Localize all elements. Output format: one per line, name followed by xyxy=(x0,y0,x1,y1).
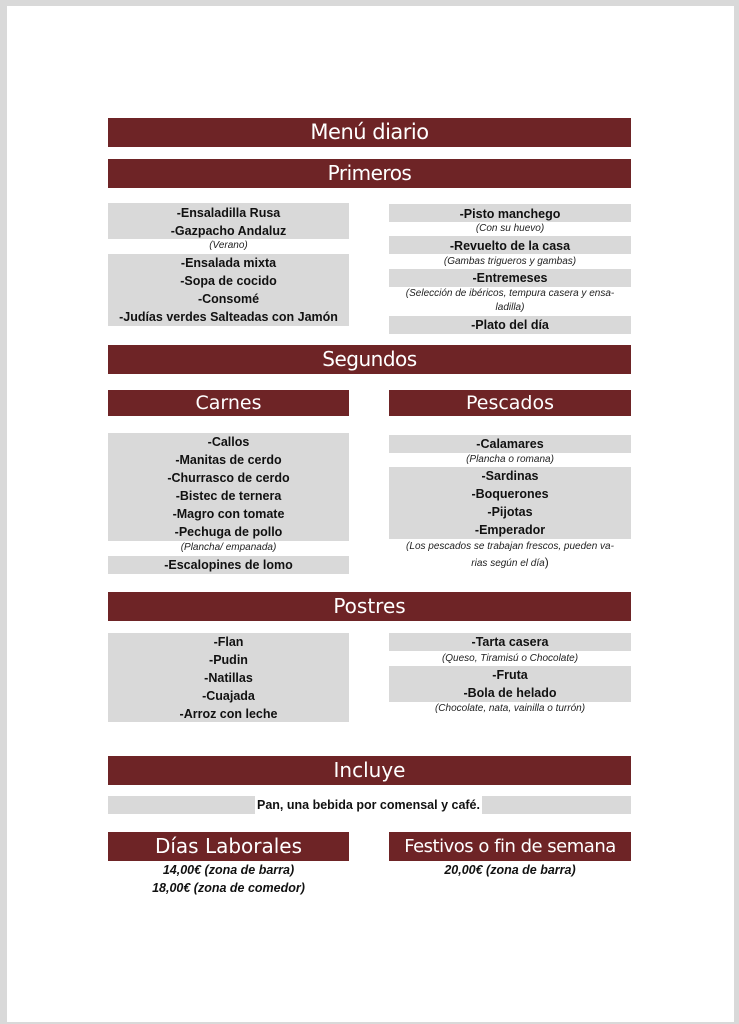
price-line: 14,00€ (zona de barra) xyxy=(162,863,295,877)
segundos-heading: Segundos xyxy=(108,345,631,374)
menu-item: -Escalopines de lomo xyxy=(164,558,293,572)
incluye-text: Pan, una bebida por comensal y café. xyxy=(257,798,480,812)
menu-item: -Emperador xyxy=(474,523,546,537)
item-note: (Plancha o romana) xyxy=(466,454,554,465)
menu-item: -Magro con tomate xyxy=(172,507,285,521)
menu-item: -Sardinas xyxy=(481,469,539,483)
menu-item: -Fruta xyxy=(492,668,528,682)
menu-item: -Ensalada mixta xyxy=(180,256,277,270)
price-line: 20,00€ (zona de barra) xyxy=(444,863,576,877)
menu-item: -Entremeses xyxy=(472,271,548,285)
menu-item: -Pisto manchego xyxy=(459,207,561,221)
price-line: 18,00€ (zona de comedor) xyxy=(152,881,305,895)
item-note: (Chocolate, nata, vainilla o turrón) xyxy=(434,703,586,714)
menu-item: -Natillas xyxy=(204,671,253,685)
carnes-heading: Carnes xyxy=(108,390,349,416)
festivos-heading: Festivos o fin de semana xyxy=(389,832,631,861)
menu-item: -Plato del día xyxy=(471,318,549,332)
pescados-heading: Pescados xyxy=(389,390,631,416)
item-note: (Queso, Tiramisú o Chocolate) xyxy=(441,653,579,664)
postres-heading: Postres xyxy=(108,592,631,621)
menu-item: -Consomé xyxy=(197,292,260,306)
item-note: (Los pescados se trabajan frescos, pueden va- xyxy=(406,541,614,552)
menu-item: -Pudin xyxy=(209,653,248,667)
menu-title: Menú diario xyxy=(108,118,631,147)
menu-item: -Revuelto de la casa xyxy=(449,239,571,253)
item-note: (Con su huevo) xyxy=(475,223,545,234)
menu-item: -Manitas de cerdo xyxy=(175,453,282,467)
item-note: (Verano) xyxy=(209,240,248,251)
menu-item: -Cuajada xyxy=(202,689,255,703)
menu-item: -Arroz con leche xyxy=(179,707,278,721)
menu-item: -Calamares xyxy=(476,437,544,451)
item-note-text: rias según el día xyxy=(471,558,545,569)
item-note: rias según el día) xyxy=(471,555,549,569)
incluye-heading: Incluye xyxy=(108,756,631,785)
menu-item: -Pijotas xyxy=(487,505,533,519)
primeros-heading: Primeros xyxy=(108,159,631,188)
item-note: ladilla) xyxy=(495,302,525,313)
item-note: (Plancha/ empanada) xyxy=(180,542,277,553)
item-note: (Selección de ibéricos, tempura casera y ensa- xyxy=(405,288,615,299)
item-note: (Gambas trigueros y gambas) xyxy=(443,256,577,267)
menu-page xyxy=(7,6,734,1022)
menu-item: -Bistec de ternera xyxy=(175,489,282,503)
menu-item: -Bola de helado xyxy=(463,686,557,700)
menu-item: -Boquerones xyxy=(471,487,549,501)
menu-item: -Judías verdes Salteadas con Jamón xyxy=(119,310,338,324)
menu-item: -Flan xyxy=(213,635,244,649)
menu-item: -Gazpacho Andaluz xyxy=(170,224,287,238)
menu-item: -Callos xyxy=(207,435,250,449)
menu-item: -Sopa de cocido xyxy=(180,274,277,288)
menu-item: -Churrasco de cerdo xyxy=(167,471,290,485)
laborales-heading: Días Laborales xyxy=(108,832,349,861)
menu-item: -Ensaladilla Rusa xyxy=(176,206,281,220)
menu-item: -Tarta casera xyxy=(471,635,549,649)
menu-item: -Pechuga de pollo xyxy=(174,525,283,539)
